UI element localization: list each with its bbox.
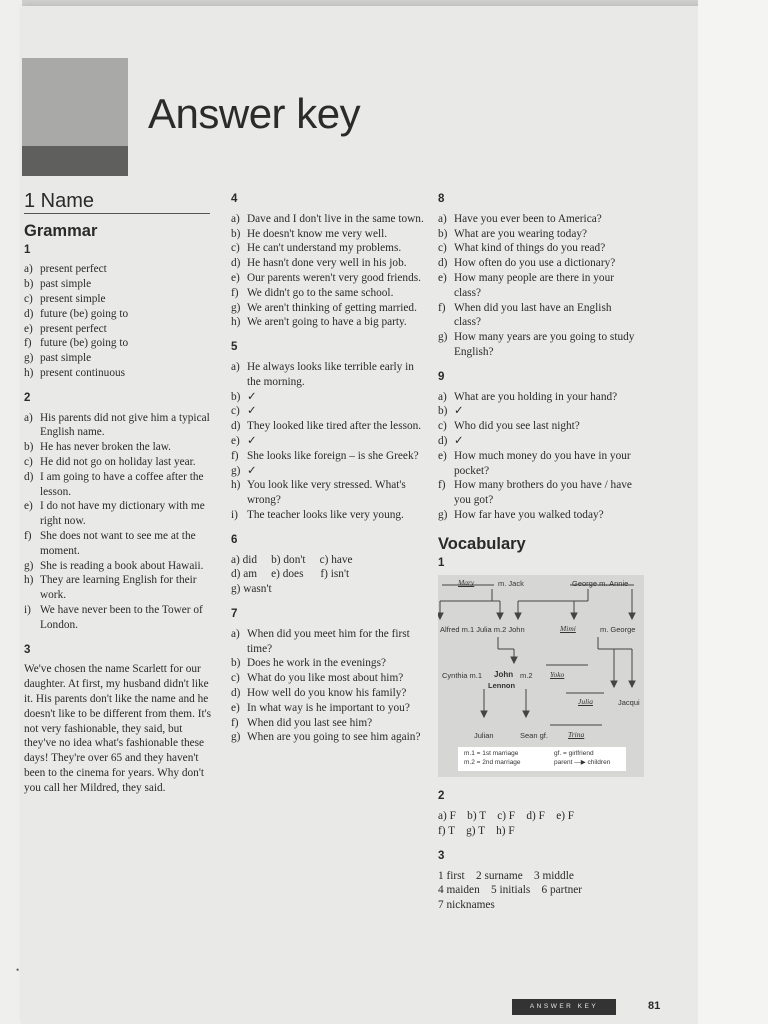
answer-text: ✓	[454, 405, 464, 418]
answer-text: present perfect	[40, 263, 107, 276]
answer-text: The teacher looks like very young.	[247, 508, 404, 521]
answer-item	[438, 212, 640, 227]
answer-item	[231, 419, 424, 434]
answer-item	[438, 419, 640, 434]
answer-text: How much money do you have in your pocket?	[454, 449, 631, 477]
answer-text: You look like very stressed. What's wrong?	[247, 479, 406, 507]
answer-text: future (be) going to	[40, 337, 129, 350]
tree-label: George m. Annie	[572, 579, 629, 589]
answer-label: b)	[24, 278, 34, 291]
answer-item	[24, 559, 212, 574]
answer-item	[438, 508, 640, 523]
answer-item	[231, 508, 424, 523]
answer-item	[231, 478, 424, 508]
answer-text: ✓	[247, 405, 257, 418]
right-margin	[698, 0, 768, 1024]
answer-list	[231, 360, 424, 523]
answer-item	[24, 499, 212, 529]
answer-paragraph: We've chosen the name Scarlett for our daughter. At first, my husband didn't like it. His parents don't like the name and he doesn't like to be different from them. It's not very fashionable, they said, but they've no idea what's fashionable these days! They're over 65 and they haven't been to the cinema for years. Why don't you call her Mildred, they said.	[24, 663, 212, 794]
answer-text: I do not have my dictionary with me right now.	[40, 500, 205, 528]
legend-text: m.2 = 2nd marriage	[464, 759, 521, 767]
answer-label: b)	[24, 441, 34, 454]
answer-text: past simple	[40, 352, 92, 365]
answer-text: ✓	[247, 434, 257, 447]
answer-label: d)	[438, 257, 448, 270]
answer-text: How often do you use a dictionary?	[454, 257, 616, 270]
tree-name-mary: Mary	[458, 578, 475, 588]
answer-list	[24, 262, 212, 380]
answer-text: We have never been to the Tower of London.	[40, 603, 203, 631]
answer-text: What are you wearing today?	[454, 227, 587, 240]
answer-item	[24, 455, 212, 470]
answer-item	[231, 434, 424, 449]
tree-name-john: John	[494, 670, 514, 680]
answer-label: f)	[231, 449, 239, 462]
answer-item	[24, 277, 212, 292]
answer-label: h)	[231, 479, 241, 492]
answer-label: g)	[231, 464, 241, 477]
answer-text: We didn't go to the same school.	[247, 286, 394, 299]
answer-text: When did you last have an English class?	[454, 301, 612, 329]
answer-label: a)	[24, 263, 33, 276]
answer-item	[438, 478, 640, 508]
answer-label: f)	[438, 479, 446, 492]
answer-item	[231, 227, 424, 242]
answer-item	[24, 603, 212, 633]
answer-label: d)	[438, 434, 448, 447]
answer-label: g)	[438, 331, 448, 344]
answer-item	[438, 301, 640, 331]
answer-item	[24, 411, 212, 441]
answer-item	[438, 227, 640, 242]
answer-item	[231, 464, 424, 479]
answer-item	[231, 671, 424, 686]
answer-text: We aren't thinking of getting married.	[247, 301, 417, 314]
answer-text: They looked like tired after the lesson.	[247, 420, 422, 433]
answer-item	[438, 271, 640, 301]
answer-row: 4 maiden 5 initials 6 partner	[438, 884, 583, 897]
answer-item	[24, 262, 212, 277]
answer-label: e)	[231, 434, 240, 447]
answer-item	[231, 656, 424, 671]
answer-text: present perfect	[40, 322, 107, 335]
answer-label: h)	[24, 574, 34, 587]
answer-item	[24, 351, 212, 366]
answer-label: i)	[231, 508, 238, 521]
answer-text: present simple	[40, 292, 106, 305]
answer-text: Our parents weren't very good friends.	[247, 271, 421, 284]
answer-text: ✓	[454, 434, 464, 447]
answer-item	[24, 440, 212, 455]
answer-text: She looks like foreign – is she Greek?	[247, 449, 419, 462]
column-2	[231, 192, 424, 745]
tree-label: m. George	[600, 625, 636, 635]
answer-text: They are learning English for their work.	[40, 574, 197, 602]
answer-label: e)	[438, 271, 447, 284]
question-number: 5	[231, 341, 238, 354]
answer-item	[231, 686, 424, 701]
answer-list	[24, 411, 212, 633]
answer-item	[438, 256, 640, 271]
answer-item	[24, 573, 212, 603]
answer-item	[231, 256, 424, 271]
answer-label: c)	[438, 242, 447, 255]
answer-item	[231, 301, 424, 316]
answer-item	[231, 449, 424, 464]
answer-item	[438, 241, 640, 256]
answer-text: ✓	[247, 464, 257, 477]
header-block-light	[22, 58, 128, 146]
answer-item	[231, 286, 424, 301]
answer-label: c)	[231, 672, 240, 685]
answer-label: b)	[231, 657, 241, 670]
answer-text: I am going to have a coffee after the lesson.	[40, 470, 204, 498]
answer-item	[231, 212, 424, 227]
answer-item	[438, 404, 640, 419]
legend-text: m.1 = 1st marriage	[464, 750, 519, 758]
answer-text: How many years are you going to study English?	[454, 331, 635, 358]
question-number: 7	[231, 607, 238, 620]
answer-label: g)	[231, 731, 241, 744]
answer-label: f)	[231, 716, 239, 729]
answer-label: c)	[24, 455, 33, 468]
answer-text: He always looks like terrible early in the morning.	[247, 360, 414, 388]
answer-text: He doesn't know me very well.	[247, 227, 388, 240]
answer-list	[438, 212, 640, 360]
answer-text: What are you holding in your hand?	[454, 390, 618, 403]
page-mark: •	[16, 965, 20, 975]
answer-label: f)	[438, 301, 446, 314]
answer-label: g)	[24, 559, 34, 572]
tree-label: Alfred m.1 Julia m.2 John	[440, 625, 525, 635]
answer-text: When did you last see him?	[247, 716, 373, 729]
answer-text: We aren't going to have a big party.	[247, 316, 407, 329]
tree-name-mimi: Mimi	[560, 624, 576, 634]
answer-text: How far have you walked today?	[454, 508, 604, 521]
answer-label: c)	[24, 292, 33, 305]
unit-heading: 1 Name	[24, 190, 95, 212]
answer-label: c)	[231, 242, 240, 255]
answer-item	[231, 627, 424, 657]
question-number: 2	[438, 790, 445, 803]
answer-item	[24, 292, 212, 307]
answer-item	[231, 404, 424, 419]
question-number: 1	[438, 556, 445, 569]
answer-text: past simple	[40, 278, 92, 291]
answer-label: d)	[24, 307, 34, 320]
header-block-dark	[22, 146, 128, 176]
answer-label: g)	[231, 301, 241, 314]
answer-text: ✓	[247, 390, 257, 403]
answer-item	[231, 315, 424, 330]
answer-label: f)	[24, 529, 32, 542]
answer-item	[24, 336, 212, 351]
answer-text: In what way is he important to you?	[247, 701, 410, 714]
answer-text: present continuous	[40, 366, 126, 379]
answer-text: What kind of things do you read?	[454, 242, 606, 255]
tree-name-trina: Trina	[568, 730, 585, 740]
answer-label: c)	[438, 420, 447, 433]
tree-label: Jacqui	[618, 698, 640, 708]
answer-text: She does not want to see me at the moment.	[40, 529, 196, 557]
answer-text: He can't understand my problems.	[247, 242, 402, 255]
answer-label: b)	[438, 227, 448, 240]
answer-item	[24, 307, 212, 322]
column-1	[24, 192, 212, 795]
page-number: 81	[648, 1000, 661, 1012]
answer-label: b)	[438, 405, 448, 418]
answer-text: What do you like most about him?	[247, 672, 404, 685]
answer-item	[24, 366, 212, 381]
tree-label: Lennon	[488, 681, 516, 691]
answer-item	[231, 716, 424, 731]
answer-row: 7 nicknames	[438, 899, 495, 912]
question-number: 3	[438, 849, 445, 862]
answer-item	[24, 322, 212, 337]
answer-label: f)	[231, 286, 239, 299]
answer-text: How many people are there in your class?	[454, 271, 614, 299]
answer-item	[438, 434, 640, 449]
answer-text: How well do you know his family?	[247, 686, 407, 699]
answer-row: 1 first 2 surname 3 middle	[438, 869, 574, 882]
answer-list	[231, 212, 424, 330]
family-tree	[438, 575, 644, 777]
answer-label: a)	[231, 360, 240, 373]
answer-text: Dave and I don't live in the same town.	[247, 212, 424, 225]
tree-label: Cynthia m.1	[442, 671, 483, 681]
answer-label: a)	[231, 212, 240, 225]
answer-item	[231, 701, 424, 716]
answer-item	[24, 529, 212, 559]
answer-row: a) F b) T c) F d) F e) F	[438, 810, 575, 823]
tree-label: Julian	[474, 731, 494, 741]
answer-text: future (be) going to	[40, 307, 129, 320]
answer-label: a)	[231, 627, 240, 640]
answer-label: d)	[24, 470, 34, 483]
answer-label: g)	[24, 352, 34, 365]
answer-label: b)	[231, 390, 241, 403]
answer-label: d)	[231, 257, 241, 270]
answer-label: e)	[231, 701, 240, 714]
answer-label: f)	[24, 337, 32, 350]
vocabulary-heading: Vocabulary	[438, 534, 526, 553]
question-number: 9	[438, 370, 445, 383]
question-number: 2	[24, 391, 31, 404]
answer-label: e)	[231, 271, 240, 284]
question-number: 8	[438, 193, 445, 205]
tree-label: m.2	[520, 671, 533, 681]
page-title: Answer key	[148, 90, 361, 137]
tree-name-julia: Julia	[578, 697, 593, 707]
answer-label: d)	[231, 420, 241, 433]
answer-text: Does he work in the evenings?	[247, 657, 386, 670]
answer-list	[231, 627, 424, 745]
answer-text: Have you ever been to America?	[454, 212, 602, 225]
unit-rule	[24, 213, 210, 214]
tree-label: m. Jack	[498, 579, 524, 589]
answer-row: d) am e) does f) isn't	[231, 568, 350, 581]
answer-label: e)	[24, 500, 33, 513]
answer-row: a) did b) don't c) have	[231, 553, 353, 566]
answer-text: She is reading a book about Hawaii.	[40, 559, 204, 572]
tree-legend	[458, 747, 626, 771]
answer-label: a)	[438, 390, 447, 403]
answer-row: g) wasn't	[231, 583, 272, 596]
answer-item	[231, 360, 424, 390]
legend-text: parent —▶ children	[554, 759, 611, 767]
column-3	[438, 192, 640, 913]
answer-label: e)	[24, 322, 33, 335]
answer-label: h)	[24, 366, 34, 379]
answer-item	[438, 449, 640, 479]
answer-label: a)	[438, 212, 447, 225]
legend-text: gf. = girlfriend	[554, 750, 594, 758]
answer-label: c)	[231, 405, 240, 418]
question-number: 4	[231, 193, 238, 205]
answer-label: h)	[231, 316, 241, 329]
answer-label: a)	[24, 411, 33, 424]
answer-label: g)	[438, 508, 448, 521]
answer-text: Who did you see last night?	[454, 420, 580, 433]
answer-label: e)	[438, 449, 447, 462]
footer-section-label: ANSWER KEY	[512, 999, 616, 1015]
question-number: 3	[24, 643, 31, 656]
answer-item	[231, 730, 424, 745]
left-margin	[0, 0, 22, 1024]
answer-label: b)	[231, 227, 241, 240]
answer-item	[438, 330, 640, 360]
answer-text: He did not go on holiday last year.	[40, 455, 196, 468]
question-number: 1	[24, 243, 31, 256]
answer-text: When did you meet him for the first time?	[247, 627, 410, 655]
answer-row: f) T g) T h) F	[438, 824, 515, 837]
answer-label: d)	[231, 686, 241, 699]
answer-text: He hasn't done very well in his job.	[247, 257, 407, 270]
tree-name-yoko: Yoko	[550, 670, 565, 680]
answer-text: His parents did not give him a typical English name.	[40, 411, 210, 439]
answer-item	[24, 470, 212, 500]
answer-label: i)	[24, 603, 31, 616]
question-number: 6	[231, 533, 238, 546]
answer-item	[231, 271, 424, 286]
answer-item	[231, 241, 424, 256]
answer-text: How many brothers do you have / have you got?	[454, 479, 632, 507]
grammar-heading: Grammar	[24, 221, 98, 240]
answer-item	[438, 390, 640, 405]
tree-label: Sean gf.	[520, 731, 548, 741]
answer-list	[438, 390, 640, 523]
answer-text: When are you going to see him again?	[247, 731, 421, 744]
answer-item	[231, 390, 424, 405]
answer-text: He has never broken the law.	[40, 441, 172, 454]
